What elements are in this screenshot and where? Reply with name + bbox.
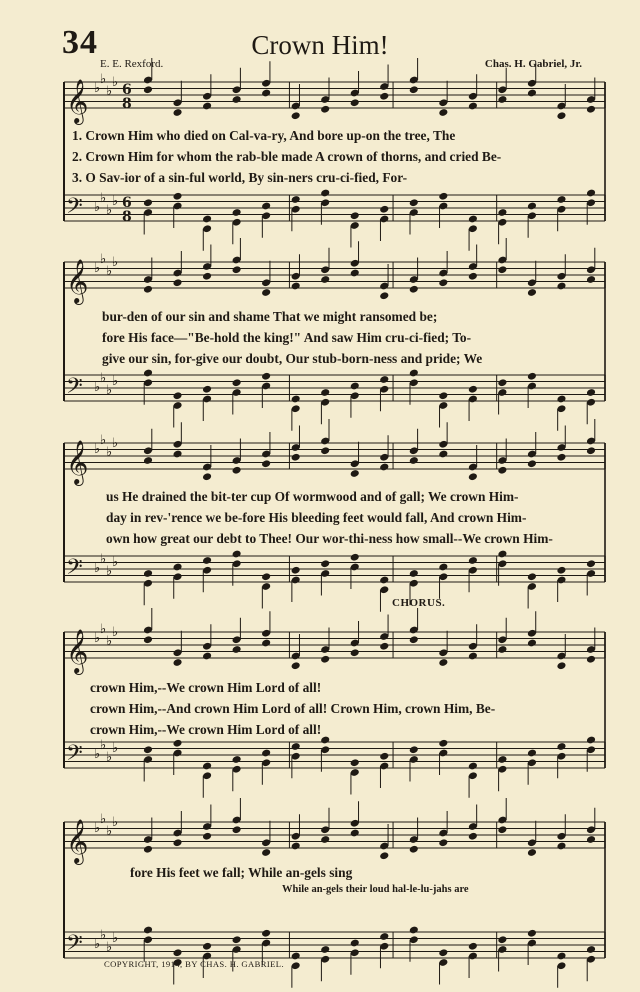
note-head: [379, 752, 389, 761]
note-head: [586, 835, 596, 844]
lyric-line: crown Him,--We crown Him Lord of all!: [90, 680, 322, 695]
note-head: [261, 372, 271, 381]
note-head: [468, 942, 478, 951]
note-head: [143, 569, 153, 578]
note-head: [202, 385, 212, 394]
flat-icon: ♭: [100, 371, 107, 386]
note-head: [202, 272, 212, 281]
flat-icon: ♭: [112, 194, 119, 209]
note-head: [379, 205, 389, 214]
note-head: [232, 645, 242, 654]
note-head: [143, 85, 153, 94]
note-head: [320, 105, 330, 114]
note-head: [379, 932, 389, 941]
note-head: [497, 378, 507, 387]
note-head: [556, 282, 566, 291]
note-head: [261, 202, 271, 211]
note-head: [291, 566, 301, 575]
note-head: [291, 842, 301, 851]
note-head: [291, 195, 301, 204]
note-head: [556, 395, 566, 404]
note-head: [556, 453, 566, 462]
flat-icon: ♭: [94, 631, 101, 646]
note-head: [202, 472, 212, 481]
chorus-label: CHORUS.: [392, 597, 446, 609]
lyric-line: 3. O Sav-ior of a sin-ful world, By sin-ners cru-ci-fied, For-: [72, 170, 408, 185]
note-head: [497, 755, 507, 764]
note-head: [468, 385, 478, 394]
note-head: [379, 291, 389, 300]
note-head: [350, 758, 360, 767]
flat-icon: ♭: [94, 81, 101, 96]
lyrics-system-5: [130, 862, 530, 900]
treble-clef-icon: 𝄞: [66, 440, 89, 484]
flat-icon: ♭: [94, 200, 101, 215]
note-head: [172, 739, 182, 748]
note-head: [291, 453, 301, 462]
note-head: [143, 745, 153, 754]
note-head: [556, 111, 566, 120]
treble-clef-icon: 𝄞: [66, 629, 89, 673]
note-head: [586, 655, 596, 664]
note-head: [409, 926, 419, 935]
note-head: [202, 762, 212, 771]
note-head: [409, 369, 419, 378]
note-head: [143, 635, 153, 644]
hymn-author: E. E. Rexford.: [100, 58, 164, 70]
note-head: [409, 845, 419, 854]
note-head: [172, 948, 182, 957]
note-head: [202, 942, 212, 951]
lyrics-system-4: [90, 677, 602, 740]
bass-clef-icon: 𝄢: [66, 741, 83, 771]
flat-icon: ♭: [100, 252, 107, 267]
note-head: [527, 459, 537, 468]
note-head: [379, 92, 389, 101]
flat-icon: ♭: [112, 436, 119, 451]
note-head: [320, 275, 330, 284]
note-head: [172, 192, 182, 201]
note-head: [409, 569, 419, 578]
note-head: [232, 550, 242, 559]
flat-icon: ♭: [100, 72, 107, 87]
note-head: [232, 208, 242, 217]
lyric-line: While an-gels their loud hal-le-lu-jahs are: [282, 884, 469, 895]
flat-icon: ♭: [94, 380, 101, 395]
flat-icon: ♭: [106, 750, 113, 765]
flat-icon: ♭: [106, 84, 113, 99]
note-head: [261, 639, 271, 648]
note-head: [409, 285, 419, 294]
flat-icon: ♭: [100, 738, 107, 753]
flat-icon: ♭: [106, 383, 113, 398]
treble-clef-icon: 𝄞: [66, 259, 89, 303]
flat-icon: ♭: [94, 561, 101, 576]
note-head: [586, 388, 596, 397]
lyric-line: crown Him,--We crown Him Lord of all!: [90, 722, 322, 737]
flat-icon: ♭: [106, 203, 113, 218]
lyric-line: 2. Crown Him for whom the rab-ble made A crown of thorns, and cried Be-: [72, 149, 502, 164]
note-head: [586, 559, 596, 568]
lyrics-system-1: [72, 125, 608, 188]
note-head: [320, 388, 330, 397]
note-head: [468, 652, 478, 661]
flat-icon: ♭: [106, 824, 113, 839]
note-head: [468, 762, 478, 771]
note-head: [202, 556, 212, 565]
lyric-line: bur-den of our sin and shame That we might ransomed be;: [102, 309, 438, 324]
note-head: [320, 945, 330, 954]
note-head: [409, 85, 419, 94]
note-head: [172, 450, 182, 459]
flat-icon: ♭: [106, 634, 113, 649]
note-head: [379, 375, 389, 384]
flat-icon: ♭: [94, 442, 101, 457]
note-head: [468, 472, 478, 481]
note-head: [586, 189, 596, 198]
note-head: [497, 825, 507, 834]
note-head: [468, 102, 478, 111]
flat-icon: ♭: [94, 747, 101, 762]
note-head: [172, 278, 182, 287]
note-head: [172, 838, 182, 847]
note-head: [350, 553, 360, 562]
note-head: [556, 952, 566, 961]
note-head: [438, 391, 448, 400]
note-head: [261, 572, 271, 581]
note-head: [202, 652, 212, 661]
flat-icon: ♭: [112, 625, 119, 640]
note-head: [291, 742, 301, 751]
note-head: [320, 559, 330, 568]
note-head: [232, 825, 242, 834]
note-head: [350, 648, 360, 657]
time-signature-top: 6: [122, 82, 132, 98]
hymn-title: Crown Him!: [251, 30, 389, 60]
flat-icon: ♭: [100, 928, 107, 943]
lyrics-system-3: [106, 486, 608, 549]
note-head: [497, 466, 507, 475]
flat-icon: ♭: [106, 445, 113, 460]
note-head: [497, 645, 507, 654]
note-head: [320, 446, 330, 455]
note-head: [172, 658, 182, 667]
note-head: [556, 195, 566, 204]
note-head: [232, 378, 242, 387]
note-head: [409, 198, 419, 207]
note-head: [556, 566, 566, 575]
note-head: [438, 192, 448, 201]
note-head: [232, 755, 242, 764]
flat-icon: ♭: [100, 812, 107, 827]
note-head: [527, 288, 537, 297]
flat-icon: ♭: [112, 931, 119, 946]
note-head: [202, 102, 212, 111]
note-head: [261, 929, 271, 938]
note-head: [527, 372, 537, 381]
note-head: [291, 282, 301, 291]
note-head: [261, 848, 271, 857]
note-head: [497, 95, 507, 104]
flat-icon: ♭: [106, 564, 113, 579]
time-signature-bottom: 8: [122, 96, 132, 112]
note-head: [468, 832, 478, 841]
note-head: [527, 749, 537, 758]
note-head: [232, 265, 242, 274]
note-head: [586, 275, 596, 284]
note-head: [172, 563, 182, 572]
bass-clef-icon: 𝄢: [66, 931, 83, 961]
note-head: [409, 456, 419, 465]
note-head: [497, 265, 507, 274]
note-head: [468, 556, 478, 565]
flat-icon: ♭: [94, 821, 101, 836]
flat-icon: ♭: [100, 622, 107, 637]
note-head: [556, 661, 566, 670]
note-head: [320, 189, 330, 198]
lyric-line: us He drained the bit-ter cup Of wormwood and of gall; We crown Him-: [106, 489, 519, 504]
note-head: [527, 848, 537, 857]
note-head: [350, 382, 360, 391]
note-head: [143, 198, 153, 207]
note-head: [291, 952, 301, 961]
flat-icon: ♭: [112, 374, 119, 389]
note-head: [232, 466, 242, 475]
note-head: [291, 661, 301, 670]
note-head: [438, 838, 448, 847]
note-head: [497, 208, 507, 217]
note-head: [379, 463, 389, 472]
note-head: [409, 635, 419, 644]
note-head: [379, 576, 389, 585]
lyric-line: give our sin, for-give our doubt, Our stub-born-ness and pride; We: [102, 351, 483, 366]
note-head: [586, 945, 596, 954]
note-head: [379, 851, 389, 860]
note-head: [202, 832, 212, 841]
flat-icon: ♭: [112, 555, 119, 570]
hymn-number: 34: [62, 24, 98, 61]
note-head: [527, 89, 537, 98]
flat-icon: ♭: [100, 191, 107, 206]
note-head: [350, 469, 360, 478]
note-head: [202, 215, 212, 224]
note-head: [556, 742, 566, 751]
treble-clef-icon: 𝄞: [66, 819, 89, 863]
note-head: [379, 642, 389, 651]
note-head: [291, 395, 301, 404]
note-head: [350, 211, 360, 220]
flat-icon: ♭: [100, 552, 107, 567]
note-head: [438, 739, 448, 748]
flat-icon: ♭: [112, 815, 119, 830]
note-head: [468, 272, 478, 281]
note-head: [261, 459, 271, 468]
note-head: [438, 450, 448, 459]
note-head: [409, 745, 419, 754]
note-head: [527, 572, 537, 581]
time-signature-bottom: 8: [122, 209, 132, 225]
time-signature-top: 6: [122, 195, 132, 211]
lyric-line: day in rev-'rence we be-fore His bleeding feet would fall, And crown Him-: [106, 510, 527, 525]
note-head: [438, 108, 448, 117]
note-head: [497, 550, 507, 559]
note-head: [438, 278, 448, 287]
hymn-composer: Chas. H. Gabriel, Jr.: [484, 58, 582, 70]
note-head: [586, 105, 596, 114]
note-head: [527, 639, 537, 648]
lyric-line: own how great our debt to Thee! Our wor-thi-ness how small--We crown Him-: [106, 531, 553, 546]
note-head: [438, 563, 448, 572]
note-head: [320, 835, 330, 844]
lyric-line: fore His feet we fall; While an-gels sing: [130, 865, 353, 880]
lyric-line: crown Him,--And crown Him Lord of all! Crown Him, crown Him, Be-: [90, 701, 496, 716]
flat-icon: ♭: [106, 940, 113, 955]
flat-icon: ♭: [106, 264, 113, 279]
note-head: [320, 655, 330, 664]
note-head: [232, 95, 242, 104]
bass-clef-icon: 𝄢: [66, 374, 83, 404]
note-head: [143, 456, 153, 465]
lyrics-system-2: [102, 306, 608, 369]
note-head: [232, 935, 242, 944]
note-head: [261, 749, 271, 758]
note-head: [143, 285, 153, 294]
note-head: [143, 369, 153, 378]
note-head: [261, 288, 271, 297]
note-head: [527, 202, 537, 211]
bass-clef-icon: 𝄢: [66, 194, 83, 224]
note-head: [350, 269, 360, 278]
note-head: [438, 948, 448, 957]
note-head: [291, 111, 301, 120]
flat-icon: ♭: [94, 261, 101, 276]
note-head: [586, 446, 596, 455]
copyright-notice: COPYRIGHT, 1914, BY CHAS. H. GABRIEL.: [104, 959, 284, 969]
note-head: [143, 926, 153, 935]
flat-icon: ♭: [94, 937, 101, 952]
note-head: [468, 215, 478, 224]
note-head: [143, 845, 153, 854]
note-head: [527, 929, 537, 938]
bass-clef-icon: 𝄢: [66, 555, 83, 585]
note-head: [172, 108, 182, 117]
note-head: [261, 89, 271, 98]
note-head: [350, 939, 360, 948]
flat-icon: ♭: [112, 741, 119, 756]
note-head: [438, 658, 448, 667]
treble-clef-icon: 𝄞: [66, 79, 89, 123]
lyric-line: fore His face—"Be-hold the king!" And saw Him cru-ci-fied; To-: [102, 330, 472, 345]
flat-icon: ♭: [112, 75, 119, 90]
flat-icon: ♭: [112, 255, 119, 270]
note-head: [497, 935, 507, 944]
note-head: [350, 98, 360, 107]
lyric-line: 1. Crown Him who died on Cal-va-ry, And bore up-on the tree, The: [72, 128, 456, 143]
note-head: [350, 829, 360, 838]
note-head: [556, 842, 566, 851]
note-head: [172, 391, 182, 400]
flat-icon: ♭: [100, 433, 107, 448]
